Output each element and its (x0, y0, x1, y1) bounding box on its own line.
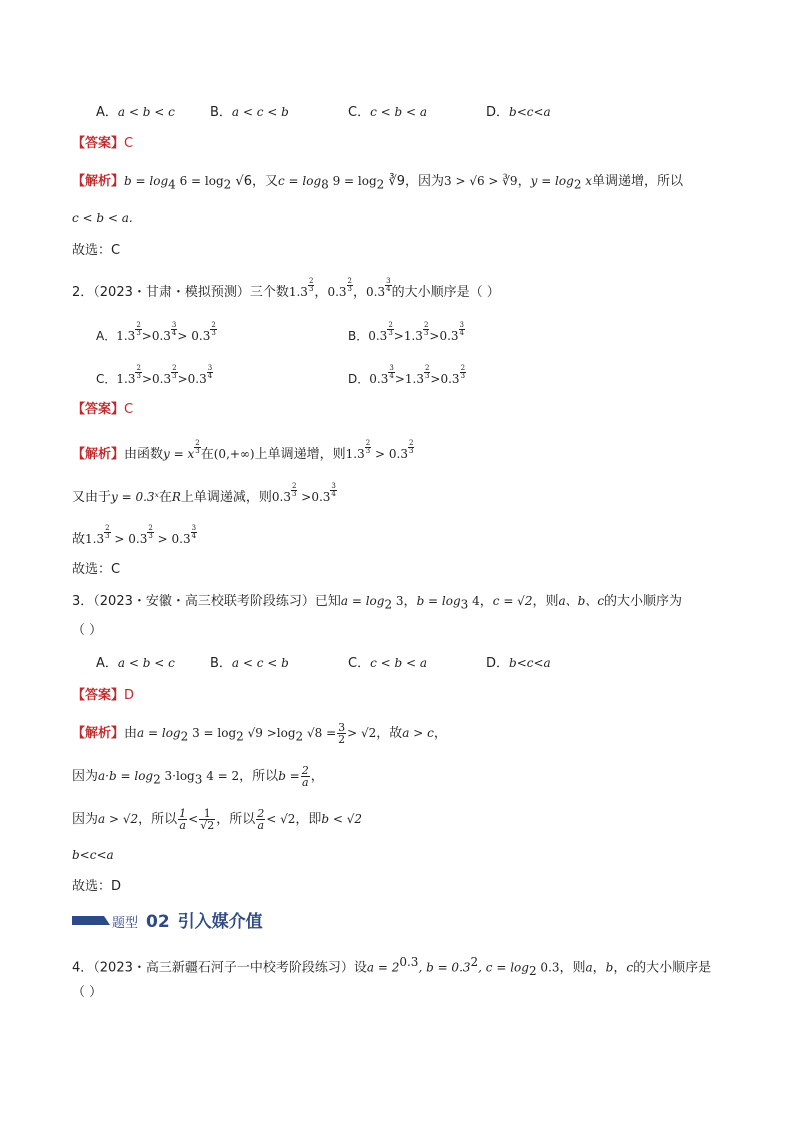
math: b = (278, 769, 300, 783)
q3-choose: 故选：D (72, 879, 122, 894)
math: √8 = (303, 726, 337, 740)
math: 0.3 $\frac{3}{4}$ (366, 277, 391, 299)
q1-analysis-line1 (72, 171, 683, 195)
denominator: a (301, 776, 309, 789)
fraction (178, 808, 187, 831)
q4-stem-line2: （ ） (72, 985, 103, 1000)
text: ， (310, 769, 324, 784)
q3-option-d-text: b<c<a (509, 656, 551, 670)
math-sub: 2 (528, 963, 537, 978)
text: 的大小顺序是 (633, 960, 712, 976)
math: y = 0.3ˣ (111, 490, 159, 504)
text: ，则 (532, 594, 559, 609)
numerator: 3 (338, 721, 346, 734)
text: 的大小顺序为 (604, 594, 683, 609)
text: 又由于 (72, 490, 112, 505)
text: 上单调递减，则 (180, 490, 272, 505)
math-sub: 8 (321, 177, 329, 192)
math: 1.3 $\frac{2}{3}$ > 0.3 $\frac{2}{3}$ (345, 439, 414, 461)
text: ，则 (559, 960, 586, 976)
denominator: √2 (200, 819, 215, 832)
section-number: 02 (146, 912, 170, 932)
math-sub: 2 (180, 729, 189, 744)
math: 4 (468, 594, 480, 608)
fraction (337, 722, 346, 745)
math: b < √2 (321, 812, 363, 826)
q1-choose: 故选：C (72, 243, 121, 258)
fraction (301, 765, 310, 788)
q2-analysis-line2 (72, 483, 337, 508)
text: ，所以 (239, 769, 279, 784)
q1-option-b-label: B． (210, 105, 232, 120)
math-sub: 2 (384, 597, 393, 612)
q2-choose: 故选：C (72, 562, 121, 577)
math-sub: 2 (153, 772, 161, 787)
math-sub: 2 (573, 177, 582, 192)
q1-answer (72, 134, 133, 154)
math: , c = log (478, 960, 529, 975)
text: ∛9，因为 (384, 174, 444, 189)
text: √6，又 (231, 174, 278, 189)
q1-option-a-text: a < b < c (117, 105, 175, 119)
math-sub: 2 (295, 729, 304, 744)
text: 因为 (72, 769, 99, 784)
math: a = 2 (366, 960, 400, 975)
answer-tag: 【答案】 (72, 136, 125, 151)
math: 9 = log (328, 174, 377, 188)
q1-option-d-label: D． (486, 105, 510, 120)
numerator: 1 (199, 808, 215, 820)
q1-option-c-label: C． (348, 105, 371, 120)
math: c (626, 960, 634, 975)
q1-analysis-line2: c < b < a. (72, 211, 133, 225)
answer-tag: 【答案】 (72, 688, 125, 703)
math: y = x $\frac{2}{3}$ (163, 439, 200, 461)
q2-option-c-label: C． (96, 372, 117, 386)
numerator: 2 (257, 807, 265, 820)
sep: ， (314, 285, 328, 300)
math: , b = 0.3 (418, 960, 471, 975)
math-sup: 0.3 (399, 955, 419, 969)
text: ， (592, 960, 606, 976)
math-sub: 4 (168, 177, 176, 192)
text: ， (433, 726, 447, 741)
math: 0.3 (536, 960, 560, 975)
fraction (199, 808, 215, 831)
math: 3 (392, 594, 404, 608)
q3-option-c-label: C． (348, 656, 371, 671)
math: 3 = log (188, 726, 237, 740)
text: 单调递增，所以 (592, 174, 684, 189)
text: ， (613, 960, 627, 976)
analysis-tag: 【解析】 (72, 174, 125, 189)
numerator: 1 (179, 807, 187, 820)
fraction (256, 808, 265, 831)
q2-option-d-label: D． (348, 372, 370, 386)
stem-text: 3．（2023・安徽・高三校联考阶段练习）已知 (72, 594, 341, 609)
math: R (171, 490, 181, 504)
math: c = log (277, 174, 322, 188)
text: 在 (158, 490, 172, 505)
math: 0.3 $\frac{2}{3}$ (327, 277, 352, 299)
q2-analysis-line3 (72, 525, 197, 550)
math: 1.3 $\frac{2}{3}$ > 0.3 $\frac{2}{3}$ > 0.3 $\frac{3}{4}$ (85, 524, 197, 546)
math: 3·log (160, 769, 195, 783)
math: b (605, 960, 614, 975)
text: ，所以 (216, 812, 256, 827)
math: c = √2 (492, 594, 533, 608)
text: ， (403, 594, 417, 609)
q4-stem-line1 (72, 952, 711, 981)
denominator: a (257, 819, 265, 832)
math: < √2 (266, 812, 296, 826)
text: 上单调递增，则 (254, 447, 346, 462)
q3-answer (72, 686, 134, 706)
math-sub: 3 (460, 597, 469, 612)
numerator: 2 (301, 764, 309, 777)
math-sup: 2 (470, 955, 479, 969)
q3-option-c-text: c < b < a (370, 656, 428, 670)
math-sub: 2 (236, 729, 244, 744)
math: b = log (416, 594, 461, 608)
stem-text: 的大小顺序是（ ） (391, 285, 500, 300)
sep: ， (353, 285, 367, 300)
math: 6 = log (175, 174, 224, 188)
q2-analysis-line1 (72, 440, 414, 465)
section-bar-icon (72, 916, 104, 925)
text: 故 (72, 532, 86, 547)
math: (0,+∞) (213, 447, 255, 461)
math: a > c (402, 726, 434, 740)
answer-tag: 【答案】 (72, 402, 125, 417)
math-sub: 3 (194, 772, 203, 787)
text: 在 (200, 447, 214, 462)
q3-analysis-line2 (72, 765, 324, 790)
answer-value: C (124, 136, 134, 151)
q2-option-b-label: B． (348, 329, 369, 343)
q3-option-a-text: a < b < c (117, 656, 175, 670)
math: > √2 (347, 726, 377, 740)
denominator: a (179, 819, 186, 832)
math: a (585, 960, 593, 975)
q2-stem (72, 278, 500, 303)
math: a > √2 (98, 812, 139, 826)
text: ，所以 (138, 812, 178, 827)
text: 由 (124, 726, 138, 741)
math-sub: 2 (376, 177, 385, 192)
math: a = log (340, 594, 385, 608)
section-title: 引入媒介值 (177, 912, 263, 932)
math: 1.3 $\frac{2}{3}$ (288, 277, 314, 299)
math: a = log (137, 726, 181, 740)
math: 4 = 2 (202, 769, 240, 783)
math: a、b、c (558, 594, 605, 608)
text: 由函数 (124, 447, 164, 462)
math: < (188, 812, 199, 826)
math: x (581, 174, 593, 188)
q3-stem-line2: （ ） (72, 623, 103, 638)
q2-option-a-label: A． (96, 329, 117, 343)
analysis-tag: 【解析】 (72, 726, 125, 741)
text: ， (517, 174, 531, 189)
q1-option-a-label: A． (96, 105, 118, 120)
math: 3 > √6 > ∛9 (444, 174, 518, 188)
q3-analysis-line4: b<c<a (72, 848, 114, 862)
math: √9 >log (243, 726, 296, 740)
math-sub: 2 (223, 177, 232, 192)
stem-text: 4．（2023・高三新疆石河子一中校考阶段练习）设 (72, 960, 367, 976)
section-header (112, 910, 263, 936)
answer-value: C (124, 402, 134, 417)
math: y = log (530, 174, 574, 188)
q3-option-b-label: B． (210, 656, 232, 671)
q2-answer (72, 400, 133, 420)
answer-value: D (124, 688, 135, 703)
q1-option-d-text: b<c<a (509, 105, 551, 119)
math: b = log (124, 174, 169, 188)
q3-option-a-label: A． (96, 656, 118, 671)
q3-stem-line1 (72, 591, 682, 615)
q1-option-c-text: c < b < a (370, 105, 428, 119)
text: 因为 (72, 812, 99, 827)
denominator: 2 (338, 733, 346, 746)
text: ，即 (295, 812, 322, 827)
q3-analysis-line3 (72, 808, 362, 831)
analysis-tag: 【解析】 (72, 447, 125, 462)
math: a·b = log (98, 769, 154, 783)
math: 0.3 $\frac{2}{3}$ >0.3 $\frac{3}{4}$ (271, 482, 336, 504)
q3-analysis-line1 (72, 722, 447, 747)
text: ，故 (376, 726, 403, 741)
q1-option-b-text: a < c < b (231, 105, 289, 119)
q3-option-b-text: a < c < b (231, 656, 289, 670)
section-label: 题型 (112, 916, 139, 931)
text: ， (479, 594, 493, 609)
q3-option-d-label: D． (486, 656, 510, 671)
stem-text: 2．（2023・甘肃・模拟预测）三个数 (72, 285, 289, 300)
